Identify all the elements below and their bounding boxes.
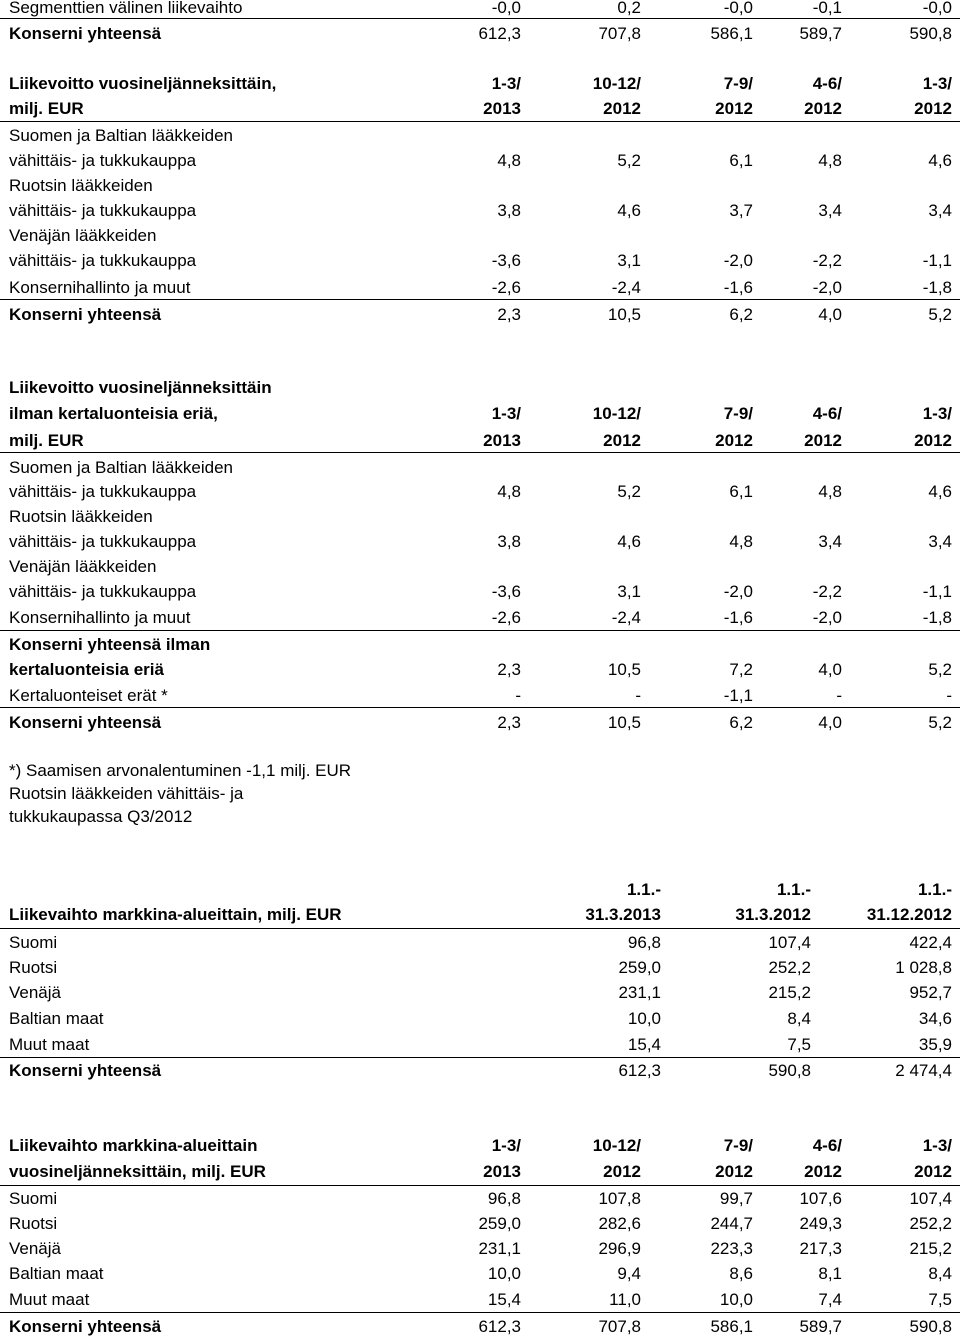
row-label: Muut maat xyxy=(9,1035,90,1054)
divider xyxy=(0,18,960,19)
value-cell: 8,1 xyxy=(818,1264,842,1283)
table-header-row xyxy=(0,904,960,926)
table-row xyxy=(0,1289,960,1311)
table-header-row xyxy=(0,377,960,399)
value-cell: 7,4 xyxy=(818,1290,842,1309)
value-cell: 5,2 xyxy=(617,482,641,501)
value-cell: 590,8 xyxy=(768,1061,811,1080)
value-cell: -2,4 xyxy=(611,278,641,297)
value-cell: 96,8 xyxy=(487,1189,521,1208)
divider xyxy=(0,299,960,300)
value-cell: 4,6 xyxy=(617,532,641,551)
row-label: Suomi xyxy=(9,1189,58,1208)
value-cell: - xyxy=(635,686,641,705)
value-cell: 259,0 xyxy=(478,1214,521,1233)
value-cell: 3,1 xyxy=(617,251,641,270)
value-cell: -2,0 xyxy=(812,278,842,297)
value-cell: -2,2 xyxy=(812,582,842,601)
divider xyxy=(0,1185,960,1186)
value-cell: 4,8 xyxy=(497,482,521,501)
table-row xyxy=(0,607,960,629)
value-cell: -1,6 xyxy=(723,278,753,297)
value-cell: 10,0 xyxy=(719,1290,753,1309)
table-title: Liikevaihto markkina-alueittain, milj. EUR xyxy=(9,905,342,924)
value-cell: 422,4 xyxy=(909,933,952,952)
value-cell: -1,8 xyxy=(922,608,952,627)
value-cell: 296,9 xyxy=(598,1239,641,1258)
value-cell: 34,6 xyxy=(918,1009,952,1028)
table-header-row xyxy=(0,1135,960,1157)
value-cell: -2,4 xyxy=(611,608,641,627)
value-cell: 6,1 xyxy=(729,482,753,501)
subtotal-row xyxy=(0,659,960,681)
column-header: 1.1.- xyxy=(917,880,952,899)
total-row xyxy=(0,304,960,326)
row-label: vähittäis- ja tukkukauppa xyxy=(9,482,197,501)
value-cell: 107,4 xyxy=(768,933,811,952)
value-cell: -2,2 xyxy=(812,251,842,270)
value-cell: 15,4 xyxy=(487,1290,521,1309)
column-header: 2012 xyxy=(715,99,753,118)
value-cell: 4,8 xyxy=(818,482,842,501)
column-header: 7-9/ xyxy=(723,1136,753,1155)
column-header: 2012 xyxy=(804,431,842,450)
value-cell: 3,8 xyxy=(497,532,521,551)
table-row xyxy=(0,200,960,222)
value-cell: 4,6 xyxy=(928,482,952,501)
value-cell: -2,0 xyxy=(723,582,753,601)
value-cell: 5,2 xyxy=(928,660,952,679)
value-cell: -0,0 xyxy=(723,0,753,17)
row-label: Konserni yhteensä xyxy=(9,713,162,732)
value-cell: 8,6 xyxy=(729,1264,753,1283)
value-cell: 7,2 xyxy=(729,660,753,679)
column-header: 7-9/ xyxy=(723,404,753,423)
value-cell: 3,1 xyxy=(617,582,641,601)
row-label: Ruotsin lääkkeiden xyxy=(9,176,153,195)
table-row xyxy=(0,506,960,528)
column-header: 10-12/ xyxy=(592,74,641,93)
table-title: milj. EUR xyxy=(9,431,84,450)
divider xyxy=(0,121,960,122)
divider xyxy=(0,928,960,929)
column-header: 1-3/ xyxy=(922,74,952,93)
value-cell: 5,2 xyxy=(617,151,641,170)
row-label: Muut maat xyxy=(9,1290,90,1309)
column-header: 1-3/ xyxy=(922,1136,952,1155)
value-cell: 707,8 xyxy=(598,24,641,43)
row-label: Suomen ja Baltian lääkkeiden xyxy=(9,458,233,477)
value-cell: 4,8 xyxy=(497,151,521,170)
value-cell: -0,0 xyxy=(922,0,952,17)
table-row xyxy=(0,225,960,247)
row-label: Baltian maat xyxy=(9,1009,104,1028)
value-cell: 3,7 xyxy=(729,201,753,220)
value-cell: 590,8 xyxy=(909,1317,952,1336)
table-title: vuosineljänneksittäin, milj. EUR xyxy=(9,1162,266,1181)
footnote: tukkukaupassa Q3/2012 xyxy=(9,807,193,826)
column-header: 4-6/ xyxy=(812,1136,842,1155)
table-header-row xyxy=(0,403,960,425)
table-header-row xyxy=(0,98,960,120)
value-cell: - xyxy=(515,686,521,705)
column-header: 7-9/ xyxy=(723,74,753,93)
value-cell: 8,4 xyxy=(787,1009,811,1028)
value-cell: 4,0 xyxy=(818,305,842,324)
total-row xyxy=(0,1316,960,1338)
value-cell: 0,2 xyxy=(617,0,641,17)
value-cell: -2,0 xyxy=(812,608,842,627)
value-cell: 5,2 xyxy=(928,713,952,732)
value-cell: 4,6 xyxy=(617,201,641,220)
table-row xyxy=(0,150,960,172)
value-cell: 952,7 xyxy=(909,983,952,1002)
table-title: milj. EUR xyxy=(9,99,84,118)
value-cell: -1,1 xyxy=(922,251,952,270)
value-cell: 3,4 xyxy=(818,532,842,551)
table-row xyxy=(0,277,960,299)
table-title: Liikevaihto markkina-alueittain xyxy=(9,1136,258,1155)
divider xyxy=(0,1057,960,1058)
total-row xyxy=(0,1060,960,1082)
table-row xyxy=(0,556,960,578)
value-cell: 11,0 xyxy=(609,1290,641,1309)
value-cell: -3,6 xyxy=(491,582,521,601)
table-row xyxy=(0,0,960,19)
value-cell: 3,4 xyxy=(818,201,842,220)
divider xyxy=(0,707,960,708)
row-label: Ruotsin lääkkeiden xyxy=(9,507,153,526)
value-cell: - xyxy=(836,686,842,705)
column-header: 4-6/ xyxy=(812,74,842,93)
column-header: 2012 xyxy=(603,1162,641,1181)
row-label: Suomen ja Baltian lääkkeiden xyxy=(9,126,233,145)
column-header: 2012 xyxy=(914,1162,952,1181)
column-header: 2012 xyxy=(804,1162,842,1181)
table-title: Liikevoitto vuosineljänneksittäin, xyxy=(9,74,277,93)
value-cell: 99,7 xyxy=(719,1189,753,1208)
column-header: 2012 xyxy=(914,99,952,118)
column-header: 2013 xyxy=(483,1162,521,1181)
value-cell: 7,5 xyxy=(928,1290,952,1309)
value-cell: -2,0 xyxy=(723,251,753,270)
value-cell: 2 474,4 xyxy=(895,1061,952,1080)
value-cell: 217,3 xyxy=(799,1239,842,1258)
value-cell: -0,0 xyxy=(491,0,521,17)
table-row xyxy=(0,957,960,979)
column-header: 2012 xyxy=(715,431,753,450)
column-header: 10-12/ xyxy=(592,404,641,423)
row-label: Venäjän lääkkeiden xyxy=(9,557,157,576)
value-cell: 8,4 xyxy=(928,1264,952,1283)
value-cell: 3,8 xyxy=(497,201,521,220)
value-cell: 223,3 xyxy=(710,1239,753,1258)
table-row xyxy=(0,175,960,197)
value-cell: 707,8 xyxy=(598,1317,641,1336)
value-cell: 35,9 xyxy=(918,1035,952,1054)
value-cell: 7,5 xyxy=(787,1035,811,1054)
row-label: Venäjä xyxy=(9,1239,61,1258)
value-cell: 249,3 xyxy=(799,1214,842,1233)
value-cell: 4,0 xyxy=(818,660,842,679)
row-label: Venäjä xyxy=(9,983,61,1002)
table-row xyxy=(0,457,960,479)
value-cell: -1,1 xyxy=(723,686,753,705)
value-cell: 2,3 xyxy=(497,305,521,324)
value-cell: 15,4 xyxy=(627,1035,661,1054)
value-cell: 2,3 xyxy=(497,660,521,679)
value-cell: 4,0 xyxy=(818,713,842,732)
table-row xyxy=(0,531,960,553)
value-cell: 107,6 xyxy=(799,1189,842,1208)
column-header: 1-3/ xyxy=(491,74,521,93)
value-cell: 215,2 xyxy=(768,983,811,1002)
column-header: 31.12.2012 xyxy=(866,905,952,924)
row-label: vähittäis- ja tukkukauppa xyxy=(9,532,197,551)
column-header: 2012 xyxy=(603,99,641,118)
row-label: kertaluonteisia eriä xyxy=(9,660,164,679)
value-cell: -2,6 xyxy=(491,278,521,297)
value-cell: 215,2 xyxy=(909,1239,952,1258)
value-cell: 590,8 xyxy=(909,24,952,43)
column-header: 31.3.2012 xyxy=(735,905,811,924)
value-cell: -1,1 xyxy=(922,582,952,601)
column-header: 1.1.- xyxy=(776,880,811,899)
value-cell: -2,6 xyxy=(491,608,521,627)
subtotal-row xyxy=(0,634,960,656)
footnote: *) Saamisen arvonalentuminen -1,1 milj. EUR xyxy=(9,761,352,780)
row-label: Konserni yhteensä xyxy=(9,305,162,324)
value-cell: 2,3 xyxy=(497,713,521,732)
column-header: 2012 xyxy=(715,1162,753,1181)
column-header: 1-3/ xyxy=(491,404,521,423)
table-row xyxy=(0,982,960,1004)
column-header: 2013 xyxy=(483,431,521,450)
row-label: Konserni yhteensä xyxy=(9,1061,162,1080)
row-label: Ruotsi xyxy=(9,958,58,977)
table-header-row xyxy=(0,1161,960,1183)
column-header: 1-3/ xyxy=(922,404,952,423)
value-cell: 10,0 xyxy=(487,1264,521,1283)
value-cell: 5,2 xyxy=(928,305,952,324)
value-cell: 10,5 xyxy=(607,305,641,324)
row-label: Suomi xyxy=(9,933,58,952)
value-cell: 3,4 xyxy=(928,532,952,551)
value-cell: -3,6 xyxy=(491,251,521,270)
row-label: Venäjän lääkkeiden xyxy=(9,226,157,245)
value-cell: 259,0 xyxy=(618,958,661,977)
table-row xyxy=(0,1034,960,1056)
total-row xyxy=(0,23,960,45)
value-cell: -1,6 xyxy=(723,608,753,627)
row-label: Konserni yhteensä ilman xyxy=(9,635,211,654)
table-row xyxy=(0,125,960,147)
value-cell: 10,5 xyxy=(607,660,641,679)
value-cell: 4,8 xyxy=(818,151,842,170)
row-label: vähittäis- ja tukkukauppa xyxy=(9,151,197,170)
value-cell: -0,1 xyxy=(812,0,842,17)
value-cell: 1 028,8 xyxy=(895,958,952,977)
column-header: 1.1.- xyxy=(626,880,661,899)
table-row xyxy=(0,250,960,272)
footnote: Ruotsin lääkkeiden vähittäis- ja xyxy=(9,784,244,803)
row-label: vähittäis- ja tukkukauppa xyxy=(9,201,197,220)
column-header: 4-6/ xyxy=(812,404,842,423)
table-row xyxy=(0,1238,960,1260)
value-cell: 231,1 xyxy=(618,983,661,1002)
value-cell: 4,6 xyxy=(928,151,952,170)
table-row xyxy=(0,1263,960,1285)
divider xyxy=(0,630,960,631)
value-cell: 4,8 xyxy=(729,532,753,551)
table-title: ilman kertaluonteisia eriä, xyxy=(9,404,218,423)
column-header: 10-12/ xyxy=(592,1136,641,1155)
row-label: Kertaluonteiset erät * xyxy=(9,686,168,705)
value-cell: 9,4 xyxy=(617,1264,641,1283)
row-label: Konsernihallinto ja muut xyxy=(9,608,191,627)
table-row xyxy=(0,685,960,707)
value-cell: 107,4 xyxy=(909,1189,952,1208)
value-cell: -1,8 xyxy=(922,278,952,297)
table-row xyxy=(0,1213,960,1235)
total-row xyxy=(0,712,960,734)
value-cell: 10,0 xyxy=(627,1009,661,1028)
table-header-row xyxy=(0,430,960,452)
value-cell: 3,4 xyxy=(928,201,952,220)
table-title: Liikevoitto vuosineljänneksittäin xyxy=(9,378,272,397)
value-cell: 589,7 xyxy=(799,1317,842,1336)
value-cell: 252,2 xyxy=(768,958,811,977)
table-row xyxy=(0,1008,960,1030)
value-cell: 589,7 xyxy=(799,24,842,43)
row-label: Ruotsi xyxy=(9,1214,58,1233)
divider xyxy=(0,452,960,453)
row-label: Segmenttien välinen liikevaihto xyxy=(9,0,243,17)
value-cell: 96,8 xyxy=(627,933,661,952)
value-cell: 244,7 xyxy=(710,1214,753,1233)
value-cell: 586,1 xyxy=(710,24,753,43)
row-label: vähittäis- ja tukkukauppa xyxy=(9,251,197,270)
value-cell: 107,8 xyxy=(598,1189,641,1208)
column-header: 2012 xyxy=(804,99,842,118)
value-cell: 612,3 xyxy=(478,1317,521,1336)
row-label: vähittäis- ja tukkukauppa xyxy=(9,582,197,601)
value-cell: 231,1 xyxy=(478,1239,521,1258)
table-row xyxy=(0,932,960,954)
value-cell: 6,2 xyxy=(729,305,753,324)
column-header: 2012 xyxy=(603,431,641,450)
value-cell: 252,2 xyxy=(909,1214,952,1233)
value-cell: 586,1 xyxy=(710,1317,753,1336)
value-cell: 6,2 xyxy=(729,713,753,732)
column-header: 31.3.2013 xyxy=(585,905,661,924)
value-cell: 282,6 xyxy=(598,1214,641,1233)
column-header: 2013 xyxy=(483,99,521,118)
value-cell: 612,3 xyxy=(618,1061,661,1080)
table-row xyxy=(0,481,960,503)
column-header: 2012 xyxy=(914,431,952,450)
value-cell: 10,5 xyxy=(607,713,641,732)
value-cell: - xyxy=(946,686,952,705)
column-header: 1-3/ xyxy=(491,1136,521,1155)
row-label: Konsernihallinto ja muut xyxy=(9,278,191,297)
table-row xyxy=(0,581,960,603)
value-cell: 612,3 xyxy=(478,24,521,43)
row-label: Konserni yhteensä xyxy=(9,1317,162,1336)
divider xyxy=(0,1312,960,1313)
table-header-row xyxy=(0,73,960,95)
table-row xyxy=(0,1188,960,1210)
row-label: Baltian maat xyxy=(9,1264,104,1283)
value-cell: 6,1 xyxy=(729,151,753,170)
table-header-row xyxy=(0,879,960,901)
row-label: Konserni yhteensä xyxy=(9,24,162,43)
